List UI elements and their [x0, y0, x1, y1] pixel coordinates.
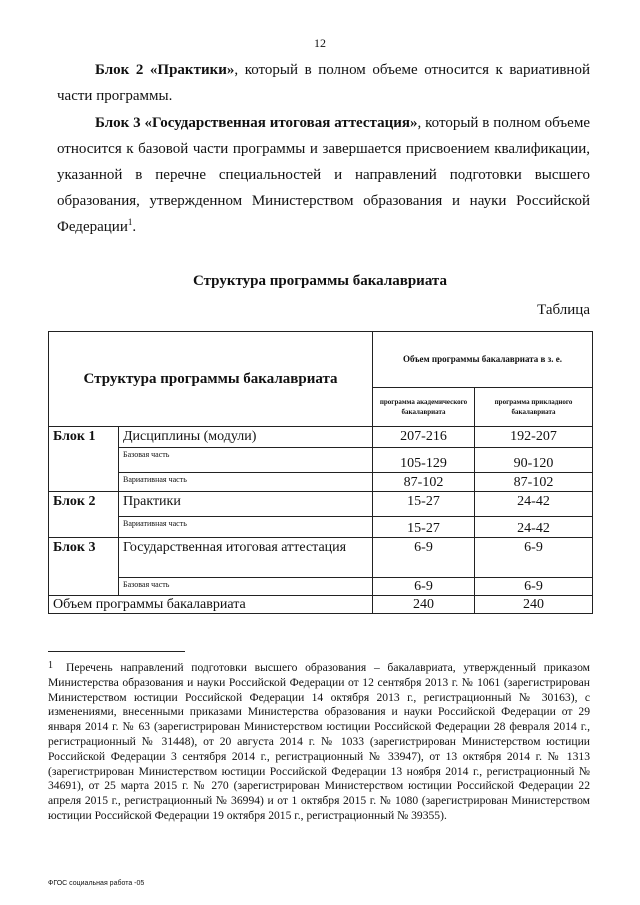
footnote-mark: 1 [48, 660, 53, 671]
table-row [49, 538, 593, 578]
academic-value: 6-9 [373, 578, 475, 596]
row-name: Вариативная часть [119, 473, 373, 492]
block3-end: . [132, 219, 137, 235]
academic-value: 105-129 [373, 448, 475, 473]
total-applied: 240 [475, 596, 593, 614]
block2-title: Блок 2 «Практики» [95, 62, 235, 78]
table-label: Таблица [537, 302, 590, 318]
row-name: Практики [119, 492, 373, 517]
applied-value: 87-102 [475, 473, 593, 492]
academic-value: 207-216 [373, 427, 475, 448]
applied-value: 90-120 [475, 448, 593, 473]
academic-value: 15-27 [373, 517, 475, 538]
paragraph-block2 [57, 57, 590, 109]
applied-value: 6-9 [475, 538, 593, 578]
row-name: Базовая часть [119, 448, 373, 473]
table-row [49, 427, 593, 448]
header-structure: Структура программы бакалавриата [49, 332, 373, 427]
paragraph-block3 [57, 110, 590, 240]
block3-text: , который в полном объеме относится к базовой части программы и завершается присвоением квалификации, указанной в перечне специальностей и направлений подготовки высшего образования, утвержденном Министерством образования и науки Российской Федерации [57, 115, 590, 235]
academic-value: 6-9 [373, 538, 475, 578]
table-row [49, 492, 593, 517]
table-row [49, 473, 593, 492]
table-row [49, 578, 593, 596]
total-label: Объем программы бакалавриата [49, 596, 373, 614]
applied-value: 6-9 [475, 578, 593, 596]
row-name: Государственная итоговая аттестация [119, 538, 373, 578]
table-row [49, 517, 593, 538]
footnote-reference: 1 [127, 217, 133, 227]
block3-title: Блок 3 «Государственная итоговая аттестация» [95, 115, 418, 131]
block-label: Блок 1 [49, 427, 119, 492]
applied-value: 24-42 [475, 492, 593, 517]
academic-value: 15-27 [373, 492, 475, 517]
program-structure-table [48, 331, 593, 614]
header-volume: Объем программы бакалавриата в з. е. [373, 332, 593, 388]
table-row [49, 448, 593, 473]
header-academic: программа академического бакалавриата [373, 388, 475, 427]
row-name: Дисциплины (модули) [119, 427, 373, 448]
applied-value: 192-207 [475, 427, 593, 448]
header-applied: программа прикладного бакалавриата [475, 388, 593, 427]
block2-text: , который в полном объеме относится к вариативной части программы. [57, 62, 590, 104]
row-name: Базовая часть [119, 578, 373, 596]
footnote-divider [48, 651, 185, 652]
section-title: Структура программы бакалавриата [193, 273, 447, 289]
total-academic: 240 [373, 596, 475, 614]
footnote-text: Перечень направлений подготовки высшего образования – бакалавриата, утвержденный приказом Министерства образования и науки Российской Федерации от 12 сентября 2013 г. № 1061 (зарегистрирован Министерством юстиции Российской Федерации 14 октября 2013 г., регистрационный № 30163), с изменениями, внесенными приказами Министерства образования и науки Российской Федерации от 29 января 2014 г. № 63 (зарегистрирован Министерством юстиции Российской Федерации 28 февраля 2014 г., регистрационный № 31448), от 20 августа 2014 г. № 1033 (зарегистрирован Министерством юстиции Российской Федерации 3 сентября 2014 г., регистрационный № 33947), от 13 октября 2014 г. № 1313 (зарегистрирован Министерством юстиции Российской Федерации 13 ноября 2014 г., регистрационный № 34691), от 25 марта 2015 г. № 270 (зарегистрирован Министерством юстиции Российской Федерации 22 апреля 2015 г., регистрационный № 36994) и от 1 октября 2015 г. № 1080 (зарегистрирован Министерством юстиции Российской Федерации 19 октября 2015 г., регистрационный № 39355). [48, 661, 590, 822]
block-label: Блок 3 [49, 538, 119, 596]
table-total-row [49, 596, 593, 614]
row-name: Вариативная часть [119, 517, 373, 538]
applied-value: 24-42 [475, 517, 593, 538]
footnote [48, 659, 590, 824]
academic-value: 87-102 [373, 473, 475, 492]
block-label: Блок 2 [49, 492, 119, 538]
page-number: 12 [314, 36, 326, 50]
page-footer: ФГОС социальная работа -05 [48, 880, 145, 887]
table-header-row [49, 332, 593, 388]
